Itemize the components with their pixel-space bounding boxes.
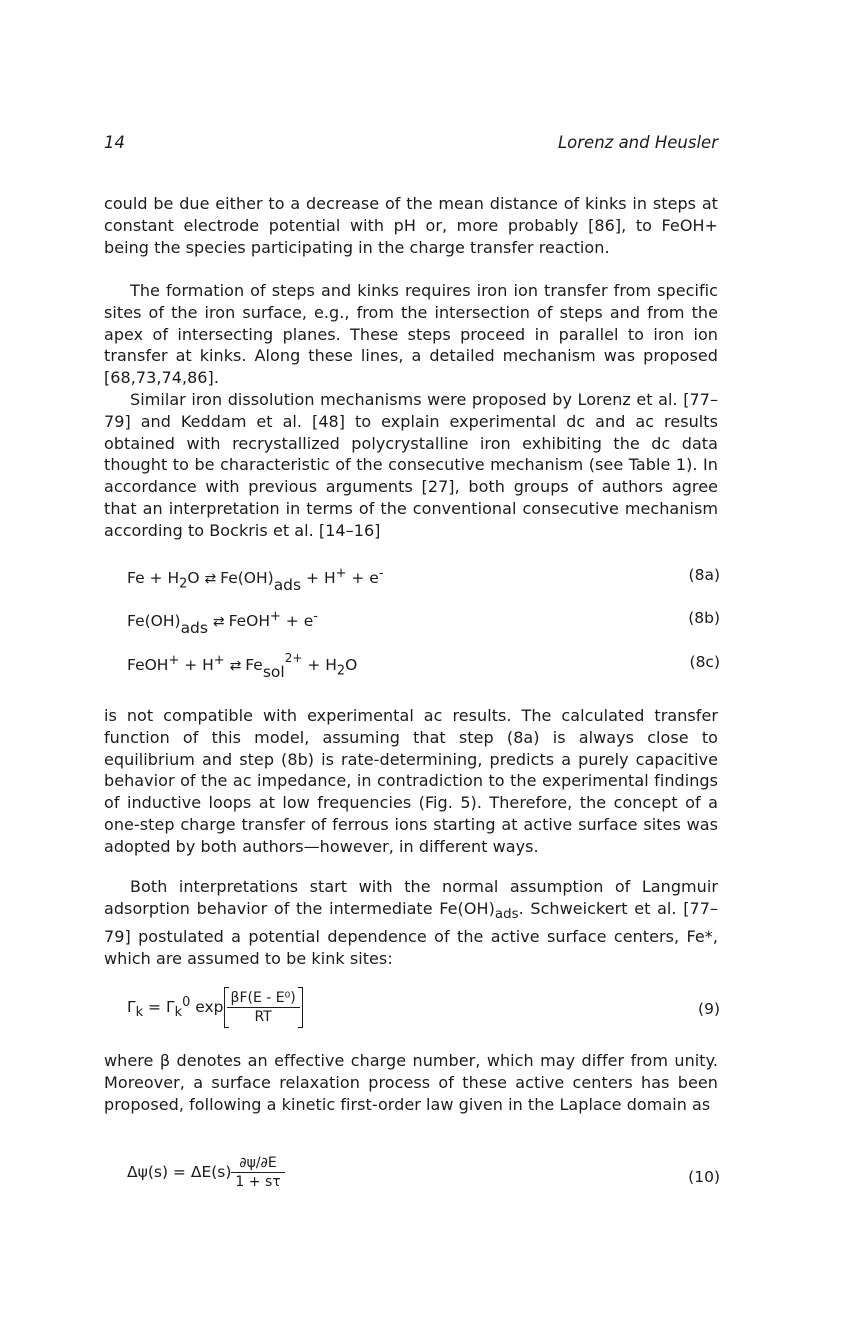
equation-8c [127,653,720,683]
fraction: $\frac{\text{βF(E - E⁰)}}{RT}$ [227,989,300,1026]
equation-8a [127,566,720,596]
equilibrium-arrow-icon: ⇄ [212,614,224,631]
equation-8b [127,609,720,639]
equation-10 [127,1154,720,1202]
page-number: 14 [104,133,125,152]
running-header [104,133,718,159]
equation-8b-body: Fe(OH)ads ⇄ FeOH+ + e- [127,609,318,638]
equation-8c-body: FeOH+ + H+ ⇄ Fesol$^{2+}$ + $H_2O$ [127,651,358,682]
bracket [224,987,303,1028]
equation-number-8b: (8b) [688,609,720,627]
equation-number-9: (9) [698,1000,720,1018]
equation-number-10: (10) [688,1168,720,1186]
equation-9 [127,983,720,1035]
paragraph-3: Similar iron dissolution mechanisms were proposed by Lorenz et al. [77–79] and Keddam et al. [48] to explain experimental dc and ac results obtained with recrystallized polycrystalline iron exhibiting the dc data thought to be characteristic of the consecutive mechanism (see Table 1). In accordance with previous arguments [27], both groups of authors agree that an interpretation in terms of the conventional consecutive mechanism according to Bockris et al. [14–16] [104,390,718,540]
equation-number-8c: (8c) [689,653,720,671]
paragraph-4: is not compatible with experimental ac results. The calculated transfer function of this model, assuming that step (8a) is always close to equilibrium and step (8b) is rate-determining, predicts a purely capacitive behavior of the ac impedance, in contradiction to the experimental findings of inductive loops at low frequencies (Fig. 5). Therefore, the concept of a one-step charge transfer of ferrous ions starting at active surface sites was adopted by both authors—however, in different ways. [104,706,718,856]
equation-number-8a: (8a) [688,566,720,584]
running-head-authors: Lorenz and Heusler [557,133,718,152]
equation-9-body: $\Gamma_k = \Gamma_k^0$ exp $\frac{\text{βF(E - E⁰)}}{RT}$ [127,987,303,1028]
fraction: $\frac{\partial\psi/\partial E}{1 + s\tau}$ [231,1154,284,1191]
paragraph-5: Both interpretations start with the normal assumption of Langmuir adsorption behavior of the intermediate $Fe(OH)_{ads}$. Schweickert et al. [77–79] postulated a potential dependence of the active surface centers, Fe*, which are assumed to be kink sites: [104,877,718,968]
equation-8a-body: $Fe + H_2O$ ⇄ Fe(OH)ads + H+ + e- [127,566,384,595]
paragraph-2: The formation of steps and kinks requires iron ion transfer from specific sites of the iron surface, e.g., from the intersection of steps and from the apex of intersecting planes. These steps proceed in parallel to iron ion transfer at kinks. Along these lines, a detailed mechanism was proposed [68,73,74,86]. [104,281,718,388]
equilibrium-arrow-icon: ⇄ [204,571,216,588]
equilibrium-arrow-icon: ⇄ [229,658,241,675]
equation-10-body: Δψ(s) = ΔE(s) $\frac{\partial\psi/\partial E}{1 + s\tau}$ [127,1154,285,1191]
paragraph-1: could be due either to a decrease of the mean distance of kinks in steps at constant electrode potential with pH or, more probably [86], to FeOH+ being the species participating in the charge transfer reaction. [104,194,718,257]
paragraph-6: where β denotes an effective charge number, which may differ from unity. Moreover, a surface relaxation process of these active centers has been proposed, following a kinetic first-order law given in the Laplace domain as [104,1051,718,1114]
